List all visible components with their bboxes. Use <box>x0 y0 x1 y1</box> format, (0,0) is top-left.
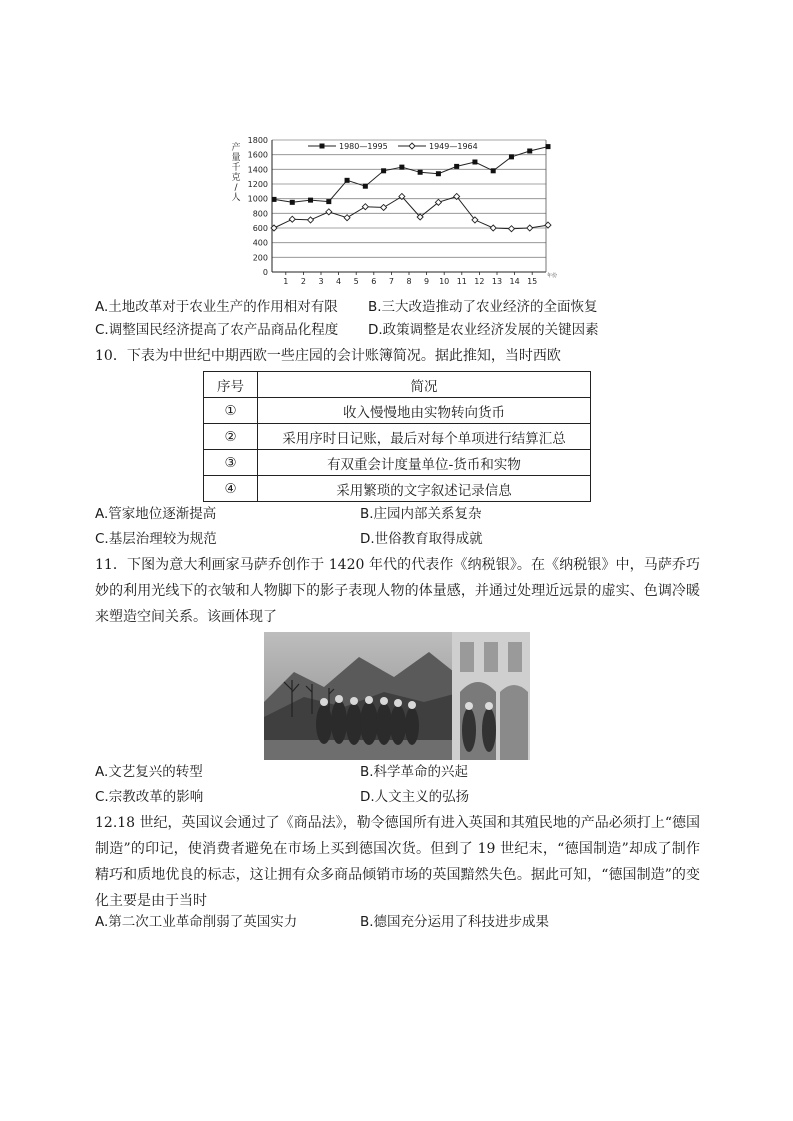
point-marker <box>289 216 295 222</box>
x-tick-label: 14 <box>509 277 520 286</box>
point-marker <box>272 197 277 202</box>
point-marker <box>344 215 350 221</box>
x-tick-label: 5 <box>353 277 359 286</box>
y-label-char: 产 <box>231 143 241 153</box>
chart-gridlines <box>272 140 546 272</box>
q10-option-a[interactable]: A.管家地位逐渐提高 <box>95 506 217 522</box>
point-marker <box>508 226 514 232</box>
table-cell: 采用序时日记账，最后对每个单项进行结算汇总 <box>258 424 591 450</box>
table-row <box>204 476 591 502</box>
q11-option-a[interactable]: A.文艺复兴的转型 <box>95 764 203 780</box>
chart-ylabel <box>231 141 240 203</box>
y-label-char: 量 <box>231 153 241 163</box>
table-header-row <box>204 372 591 398</box>
chart-axes <box>272 140 546 275</box>
x-tick-label: 4 <box>336 277 342 286</box>
legend-label: 1949—1964 <box>429 142 478 151</box>
y-tick-label: 0 <box>262 268 268 277</box>
table-row <box>204 450 591 476</box>
x-tick-label: 2 <box>300 277 306 286</box>
point-marker <box>509 154 514 159</box>
tribute-money-painting <box>264 632 530 760</box>
legend-label: 1980—1995 <box>339 142 388 151</box>
q10-option-c[interactable]: C.基层治理较为规范 <box>95 531 217 547</box>
y-tick-label: 400 <box>252 238 268 248</box>
q11-option-c[interactable]: C.宗教改革的影响 <box>95 789 204 805</box>
q12-option-a[interactable]: A.第二次工业革命削弱了英国实力 <box>95 914 298 930</box>
q11-option-b[interactable]: B.科学革命的兴起 <box>360 764 469 780</box>
point-marker <box>326 209 332 215</box>
table-cell: ② <box>204 424 258 450</box>
y-tick-label: 1200 <box>247 180 268 189</box>
table-row <box>204 398 591 424</box>
legend-marker <box>409 143 415 149</box>
point-marker <box>399 165 404 170</box>
point-marker <box>454 164 459 169</box>
x-tick-label: 9 <box>424 277 430 286</box>
q11-option-d[interactable]: D.人文主义的弘扬 <box>360 789 470 805</box>
point-marker <box>290 200 295 205</box>
y-label-char: 千 <box>231 163 241 173</box>
chart-svg <box>228 132 558 292</box>
point-marker <box>491 168 496 173</box>
x-tick-label: 3 <box>318 277 324 286</box>
legend-marker <box>320 144 325 149</box>
table-header-cell: 简况 <box>258 372 591 398</box>
point-marker <box>418 170 423 175</box>
q10-option-b[interactable]: B.庄园内部关系复杂 <box>360 506 482 522</box>
point-marker <box>490 225 496 231</box>
table-cell: ④ <box>204 476 258 502</box>
y-tick-label: 1000 <box>247 194 268 204</box>
point-marker <box>527 225 533 231</box>
point-marker <box>362 204 368 210</box>
point-marker <box>326 199 331 204</box>
point-marker <box>472 160 477 165</box>
painting-illustration <box>264 632 530 760</box>
table-cell: ③ <box>204 450 258 476</box>
y-tick-label: 800 <box>252 209 268 219</box>
x-tick-label: 11 <box>456 277 467 286</box>
table-row <box>204 424 591 450</box>
table-cell: ① <box>204 398 258 424</box>
point-marker <box>308 198 313 203</box>
point-marker <box>381 204 387 210</box>
table-cell: 有双重会计度量单位-货币和实物 <box>258 450 591 476</box>
point-marker <box>381 168 386 173</box>
q10-option-d[interactable]: D.世俗教育取得成就 <box>360 531 483 547</box>
chart-legend <box>308 142 478 151</box>
q11-stem: 11．下图为意大利画家马萨乔创作于 1420 年代的代表作《纳税银》。在《纳税银》中，马萨乔巧妙的利用光线下的衣皱和人物脚下的影子表现人物的体量感，并通过处理近远景的虚实、色调冷暖来塑造空间关系。该画体现了 <box>95 557 700 625</box>
x-tick-label: 6 <box>371 277 377 286</box>
y-tick-label: 1400 <box>247 165 268 175</box>
x-tick-label: 15 <box>527 277 538 286</box>
q9-option-a[interactable]: A.土地改革对于农业生产的作用相对有限 <box>95 299 338 315</box>
table-cell: 采用繁琐的文字叙述记录信息 <box>258 476 591 502</box>
chart-series <box>271 144 551 232</box>
x-tick-label: 7 <box>388 277 394 286</box>
point-marker <box>436 171 441 176</box>
q9-option-c[interactable]: C.调整国民经济提高了农产品商品化程度 <box>95 322 339 338</box>
q12-option-b[interactable]: B.德国充分运用了科技进步成果 <box>360 914 550 930</box>
q12-stem: 12.18 世纪，英国议会通过了《商品法》，勒令德国所有进入英国和其殖民地的产品必须打上“德国制造”的印记，使消费者避免在市场上买到德国次货。但到了 19 世纪末，“德国制造”却成了制作精巧和质地优良的标志，这让拥有众多商品倾销市场的英国黯然失色。据此可知，“德国制造”的变化主要是由于当时 <box>95 815 700 909</box>
point-marker <box>546 144 551 149</box>
q9-line-chart <box>228 132 558 292</box>
x-tick-label: 12 <box>474 277 485 286</box>
point-marker <box>363 184 368 189</box>
q10-stem: 10．下表为中世纪中期西欧一些庄园的会计账簿简况。据此推知，当时西欧 <box>95 348 561 364</box>
x-tick-label: 8 <box>406 277 412 286</box>
x-tick-label: 10 <box>439 277 450 286</box>
point-marker <box>527 149 532 154</box>
y-label-char: 人 <box>231 193 241 203</box>
y-label-char: 克 <box>231 173 241 183</box>
series-line-1 <box>274 197 548 229</box>
table-cell: 收入慢慢地由实物转向货币 <box>258 398 591 424</box>
y-label-char: / <box>234 183 238 193</box>
point-marker <box>345 178 350 183</box>
q10-account-table <box>203 371 591 502</box>
x-tick-label: 13 <box>491 277 503 286</box>
q9-option-b[interactable]: B.三大改造推动了农业经济的全面恢复 <box>368 299 598 315</box>
y-tick-label: 1600 <box>247 150 268 160</box>
x-axis-label: 年份 <box>547 273 558 279</box>
y-tick-label: 200 <box>252 253 268 263</box>
q9-option-d[interactable]: D.政策调整是农业经济发展的关键因素 <box>368 322 599 338</box>
y-tick-label: 1800 <box>247 136 268 145</box>
y-tick-label: 600 <box>252 224 268 233</box>
x-tick-label: 1 <box>283 277 289 286</box>
point-marker <box>308 217 314 223</box>
table-header-cell: 序号 <box>204 372 258 398</box>
